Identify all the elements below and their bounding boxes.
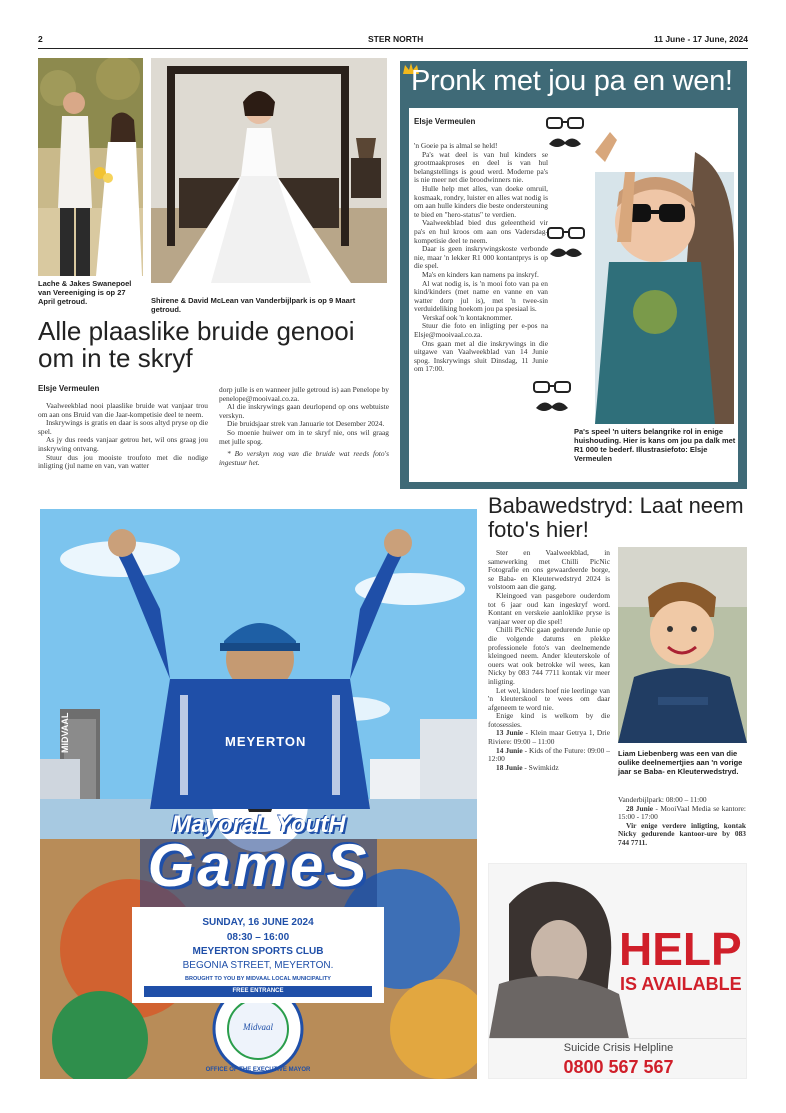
helpline-label: Suicide Crisis Helpline <box>563 1042 674 1054</box>
baba-date-line <box>488 747 610 764</box>
bride-byline: Elsje Vermeulen <box>38 384 100 393</box>
pronk-title: Pronk met jou pa en wen! <box>411 65 733 97</box>
baba-date-line <box>618 805 746 822</box>
baba-date-text: - Klein maar Getrya 1, Drie Riviere: 09:00 – 11:00 <box>488 728 610 747</box>
pronk-body <box>414 142 548 374</box>
pronk-caption-text: Pa's speel 'n uiters belangrike rol in enige huishouding. Hier is kans om jou pa dalk met R1 000 te bederf. <box>574 427 736 454</box>
baba-date-line <box>488 729 610 746</box>
mayor-seal-logo: Midvaal <box>243 1022 273 1032</box>
bride-paragraph: Stuur dus jou mooiste troufoto met die nodige inligting (jul name en van, van watter <box>38 452 208 471</box>
page-number: 2 <box>38 34 43 44</box>
bride-paragraph: Al die inskrywings gaan deurlopend op ons webtuiste verskyn. <box>219 402 389 420</box>
bride-paragraph: Die bruidsjaar strek van Januarie tot Desember 2024. <box>227 419 385 429</box>
mayor-seal-text: OFFICE OF THE EXECUTIVE MAYOR <box>205 1067 311 1073</box>
bride-paragraph: Inskrywings is gratis en daar is soos altyd pryse op die spel. <box>38 418 208 436</box>
bride-body-col1 <box>38 402 208 471</box>
glasses-moustache-icon <box>532 380 572 418</box>
glasses-moustache-icon <box>546 226 586 264</box>
bride-paragraph: As jy dus reeds vanjaar getrou het, wil ons graag jou inskrywing ontvang. <box>38 435 208 453</box>
shirt-text: MEYERTON <box>225 734 307 749</box>
baba-paragraph: Enige kind is welkom by die fotosessies. <box>488 711 610 729</box>
issue-date: 11 June - 17 June, 2024 <box>653 34 748 44</box>
pronk-paragraph: Stuur die foto en inligting per e-pos na Elsje@mooivaal.co.za. <box>414 321 548 340</box>
event-time: 08:30 – 16:00 <box>226 932 290 943</box>
pronk-paragraph: Verskaf ook 'n kontaknommer. <box>422 312 513 322</box>
baba-col2-line: Vanderbijlpark: 08:00 – 11:00 <box>618 795 707 804</box>
baba-headline: Babawedstryd: Laat neem foto's hier! <box>488 493 744 542</box>
baba-date-label: 13 Junie <box>496 728 524 738</box>
glasses-moustache-icon <box>545 116 585 154</box>
baba-paragraph: Let wel, kinders hoef nie leerlinge van 'n kleuterskool te wees om daar afgeneem te word nie. <box>488 685 610 712</box>
pronk-photo-credit: Illustrasiefoto: Elsje Vermeulen <box>574 445 708 463</box>
pronk-paragraph: Al wat nodig is, is 'n mooi foto van pa en kind/kinders (met name en vanne en van watter dorp jul is), met 'n twee-sin verduideliking hoekom jou pa spesiaal is. <box>414 278 548 314</box>
wedding-photo-mclean <box>151 58 387 283</box>
baba-date-line <box>488 764 610 773</box>
bride-paragraph: dorp julle is en wanneer julle getroud is) aan Penelope by penelope@mooivaal.co.za. <box>219 385 389 403</box>
pronk-paragraph: Pa's wat deel is van hul kinders se grootmaakproses en deel is van hul belangstellings is goud werd. Moderne pa's is nie meer net die broodwinners nie. <box>414 149 548 185</box>
baba-date-label: 28 Junie <box>626 803 654 813</box>
bride-paragraph: So moenie huiwer om in te skryf nie, ons wil graag met julle spog. <box>219 427 389 446</box>
bride-paragraph: Vaalweekblad nooi plaaslike bruide wat vanjaar trou om aan ons Bruid van die Jaar-kompetisie deel te neem. <box>38 401 208 419</box>
baba-paragraph: Kleingoed van pasgebore ouderdom tot 6 jaar oud kan ingeskryf word. Kontant en verskeie aanloklike pryse is vanjaar weer op die spel! <box>488 590 610 626</box>
event-date: SUNDAY, 16 JUNE 2024 <box>202 917 314 928</box>
caption-swanepoel: Lache & Jakes Swanepoel van Vereeniging is op 27 April getroud. <box>38 279 132 306</box>
tower-text: MIDVAAL <box>60 712 70 753</box>
father-child-photo <box>555 112 734 424</box>
baba-paragraph: Ster en Vaalweekblad, in samewerking met Chilli PicNic Fotografie en ons gewaardeerde borge, se Baba- en Kleuterwedstryd 2024 is volstoom aan die gang. <box>488 548 610 592</box>
bride-headline: Alle plaaslike bruide genooi om in te skryf <box>38 316 355 373</box>
liam-photo <box>618 547 747 743</box>
bride-body-col2 <box>219 386 389 467</box>
pronk-paragraph: Ons gaan met al die inskrywings in die uitgawe van Vaalweekblad van 14 Junie spog. Inskrywings sluit Dinsdag, 11 Junie om 17:00. <box>414 338 548 374</box>
pronk-paragraph: Daar is geen inskrywingskoste verbonde nie, maar 'n lekker R1 000 kontantprys is op die spel. <box>414 244 548 271</box>
pronk-paragraph: 'n Goeie pa is almal se held! <box>414 141 498 150</box>
event-venue: MEYERTON SPORTS CLUB <box>192 946 324 957</box>
poster-title-line1: MayoraL YoutH <box>171 811 346 838</box>
liam-caption: Liam Liebenberg was een van die oulike deelnemertjies aan 'n vorige jaar se Baba- en Kleuterwedstryd. <box>618 749 743 776</box>
help-available-ad <box>488 863 747 1079</box>
poster-title-line2: GameS <box>147 832 370 899</box>
baba-date-text: - Kids of the Future: 09:00 – 12:00 <box>488 745 610 764</box>
mayoral-youth-games-poster <box>40 509 477 1079</box>
baba-closing: Vir enige verdere inligting, kontak Nicky gedurende kantoor-ure by 083 744 7711. <box>618 820 746 847</box>
pronk-paragraph: Vaalweekblad bied dus geleentheid vir pa's en hul kroos om aan ons Vadersdag-kompetisie deel te neem. <box>414 218 548 245</box>
help-headline: HELP <box>619 923 742 975</box>
pronk-paragraph: Hulle help met alles, van doeke omruil, kosmaak, rondry, luister en alles wat nodig is om aan hulle kinders die beste ondersteuning te bied en "hero-status" te verdien. <box>414 183 548 219</box>
pronk-paragraph: Ma's en kinders kan namens pa inskryf. <box>422 269 539 279</box>
helpline-number[interactable]: 0800 567 567 <box>563 1057 674 1077</box>
page-header <box>38 34 748 46</box>
baba-date-label: 18 Junie <box>496 762 523 772</box>
baba-date-text: - Swimkidz <box>522 762 559 772</box>
bride-note: * Bo verskyn nog van die bruide wat reeds foto's ingestuur het. <box>219 449 389 467</box>
baba-paragraph: Chilli PicNic gaan gedurende Junie op die volgende datums en plekke professionele foto's van deelnemende kleingoed neem. Ander kleuterskole of ouers wat ook betrokke wil wees, kan Nicky by 083 744 7711 kontak vir meer inligting. <box>488 625 610 686</box>
baba-date-label: 14 Junie <box>496 745 523 755</box>
free-entrance: FREE ENTRANCE <box>144 986 372 997</box>
baba-body-col2 <box>618 796 746 848</box>
baba-body-col1 <box>488 549 610 772</box>
baba-date-text: - MooiVaal Media se kantore: 15:00 - 17:00 <box>618 803 746 822</box>
publication-name: STER NORTH <box>368 34 424 44</box>
event-address: BEGONIA STREET, MEYERTON. <box>182 960 334 971</box>
pronk-photo-caption <box>574 427 736 463</box>
header-rule <box>38 48 748 49</box>
event-info-panel <box>132 907 384 1003</box>
caption-mclean: Shirene & David McLean van Vanderbijlpark is op 9 Maart getroud. <box>151 296 356 314</box>
pronk-byline: Elsje Vermeulen <box>414 117 476 126</box>
wedding-photo-swanepoel <box>38 58 143 276</box>
help-subheadline: IS AVAILABLE <box>620 974 742 994</box>
brought-by: BROUGHT TO YOU BY MIDVAAL LOCAL MUNICIPALITY <box>185 976 331 982</box>
